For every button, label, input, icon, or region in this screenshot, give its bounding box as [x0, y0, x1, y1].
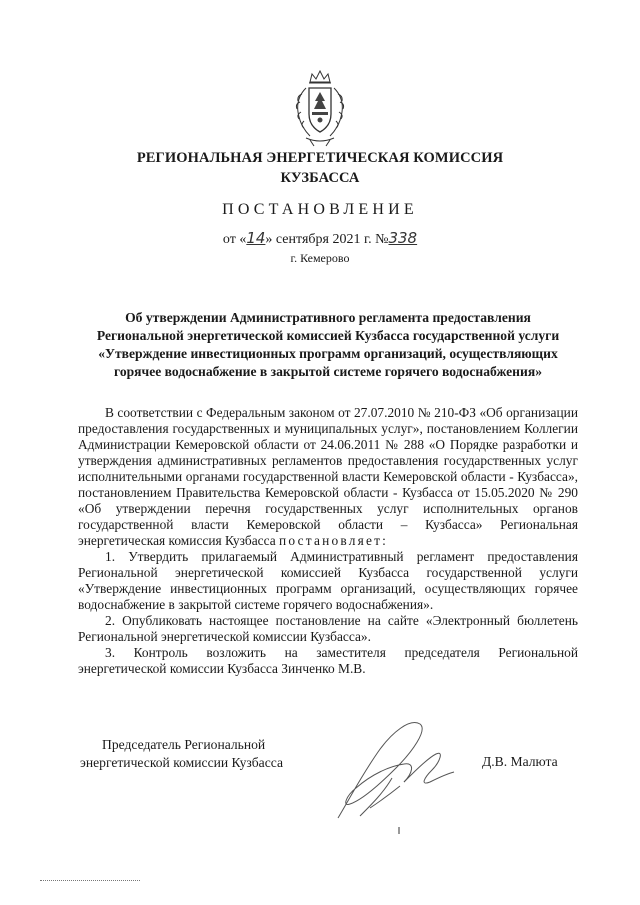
document-subject — [84, 309, 572, 381]
signatory-title — [80, 736, 283, 772]
subject-line: Региональной энергетической комиссией Кузбасса государственной услуги — [96, 328, 560, 343]
document-number: 338 — [388, 229, 418, 247]
item-2: 2. Опубликовать настоящее постановление на сайте «Электронный бюллетень Региональной энергетической комиссии Кузбасса». — [78, 613, 578, 644]
subject-line: горячее водоснабжение в закрытой системе горячего водоснабжения» — [113, 364, 543, 379]
decree-word: постановляет: — [279, 533, 389, 548]
signatory-title-line1: Председатель Региональной — [102, 737, 266, 752]
handwritten-signature — [320, 708, 460, 824]
organization-name-line1: РЕГИОНАЛЬНАЯ ЭНЕРГЕТИЧЕСКАЯ КОМИССИЯ — [136, 150, 504, 166]
footer-dotted-line — [40, 880, 140, 881]
date-line — [0, 229, 640, 248]
date-day: 14 — [246, 229, 266, 247]
preamble-paragraph — [78, 405, 578, 549]
document-type: ПОСТАНОВЛЕНИЕ — [222, 201, 418, 218]
document-body — [78, 405, 578, 677]
date-rest: » сентября 2021 г. № — [265, 232, 389, 247]
item-1: 1. Утвердить прилагаемый Административный регламент предоставления Региональной энергетической комиссией Кузбасса государственной услуги «Утверждение инвестиционных программ организаций, осуществляющих горячее водоснабжение в закрытой системе горячего водоснабжения». — [78, 549, 578, 612]
organization-name-line2: КУЗБАССА — [280, 170, 360, 186]
item-3: 3. Контроль возложить на заместителя председателя Региональной энергетической комиссии Кузбасса Зинченко М.В. — [78, 645, 578, 676]
preamble-text: В соответствии с Федеральным законом от 27.07.2010 № 210-ФЗ «Об организации предоставления государственных и муниципальных услуг», постановлением Коллегии Администрации Кемеровской области от 24.06.2011 № 288 «О Порядке разработки и утверждения административных регламентов предоставления государственных услуг исполнительными органами государственной власти Кемеровской области - Кузбасса», постановлением Правительства Кемеровской области - Кузбасса от 15.05.2020 № 290 «Об утверждении перечня государственных услуг исполнительных органов государственной власти Кемеровской области – Кузбасса» Региональная энергетическая комиссия Кузбасса — [78, 405, 578, 548]
city: г. Кемерово — [290, 251, 350, 265]
signatory-name: Д.В. Малюта — [482, 754, 558, 769]
subject-line: «Утверждение инвестиционных программ организаций, осуществляющих — [98, 346, 558, 361]
kuzbass-coat-of-arms-icon — [290, 68, 350, 148]
scan-mark — [398, 827, 400, 834]
signatory-title-line2: энергетической комиссии Кузбасса — [80, 755, 283, 770]
date-prefix: от « — [222, 232, 247, 247]
subject-line: Об утверждении Административного регламента предоставления — [125, 310, 531, 325]
